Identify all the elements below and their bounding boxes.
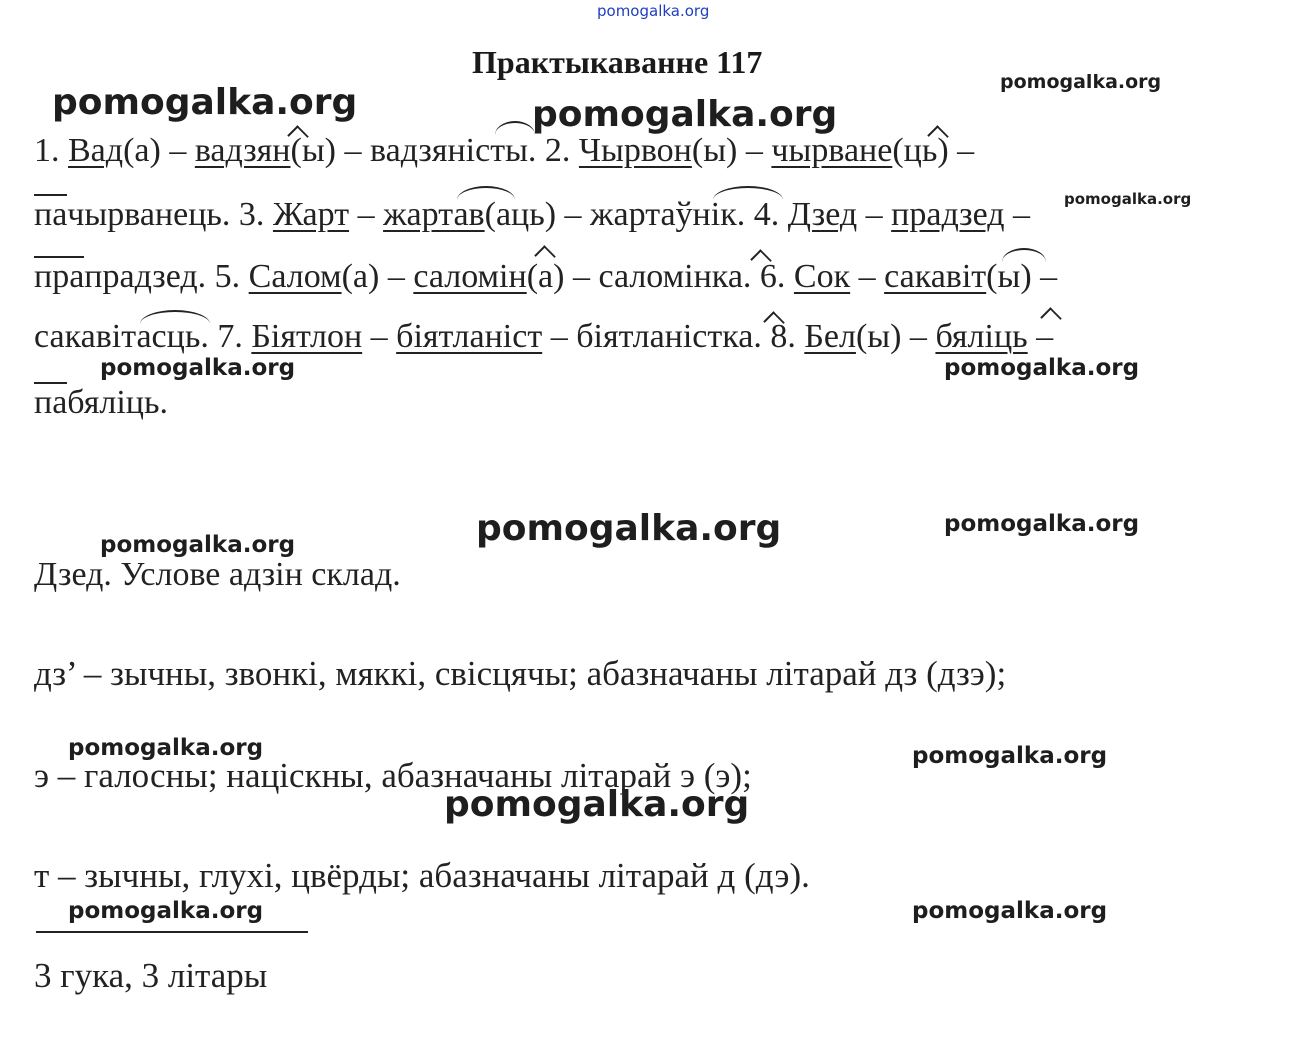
watermark: pomogalka.org: [52, 82, 358, 123]
watermark: pomogalka.org: [944, 355, 1140, 381]
text: (ы) –: [986, 258, 1058, 295]
watermark: pomogalka.org: [100, 532, 296, 558]
text: (ць) –: [892, 132, 975, 169]
text: прадзед. 5.: [84, 258, 249, 295]
watermark: pomogalka.org: [1064, 190, 1192, 208]
text: –: [850, 258, 885, 295]
top-watermark: pomogalka.org: [597, 2, 710, 20]
watermark: pomogalka.org: [1000, 71, 1162, 93]
root-word: Бел: [804, 318, 856, 355]
root-word: жартав: [383, 196, 485, 233]
text: сакавітасць. 7.: [34, 318, 252, 355]
text: (а) – саломінка. 6.: [526, 258, 794, 295]
root-word: чырване: [771, 132, 893, 169]
watermark: pomogalka.org: [476, 508, 782, 549]
ending-arc-icon: [495, 121, 535, 135]
root-word: Вад: [68, 132, 124, 169]
text: (аць) – жартаўнік. 4.: [484, 196, 788, 233]
root-word: прадзед: [891, 196, 1005, 233]
root-word: біятланіст: [396, 318, 543, 355]
text: (ы) – вадзяністы. 2.: [290, 132, 579, 169]
root-word: Чырвон: [578, 132, 692, 169]
root-word: бяліць: [935, 318, 1028, 355]
watermark: pomogalka.org: [912, 898, 1108, 924]
exercise-line-5: [34, 382, 168, 422]
text: –: [362, 318, 397, 355]
text: –: [349, 196, 384, 233]
text: бяліць.: [67, 384, 169, 421]
watermark: pomogalka.org: [532, 94, 838, 135]
root-word: Салом: [248, 258, 342, 295]
watermark: pomogalka.org: [68, 898, 264, 924]
analysis-word: Дзед. Услове адзін склад.: [34, 556, 401, 593]
suffix-arc-icon: [713, 186, 783, 200]
divider-line: [36, 931, 308, 933]
prefix-mark: па: [34, 196, 68, 233]
analysis-summary: 3 гука, 3 літары: [34, 956, 268, 995]
root-word: Біятлон: [251, 318, 363, 355]
watermark: pomogalka.org: [444, 784, 750, 825]
exercise-line-1: [34, 132, 974, 170]
watermark: pomogalka.org: [100, 355, 296, 381]
suffix-arc-icon: [1002, 248, 1046, 262]
analysis-sound-t: т – зычны, глухі, цвёрды; абазначаны літарай д (дэ).: [34, 856, 810, 895]
analysis-sound-e: э – галосны; націскны, абазначаны літарай э (э);: [34, 756, 752, 795]
suffix-arc-icon: [140, 310, 210, 324]
text: (а) –: [123, 132, 195, 169]
prefix-mark: па: [34, 384, 68, 421]
page-title: Практыкаванне 117: [472, 44, 763, 80]
text: 1.: [34, 132, 68, 169]
root-word: сакавіт: [884, 258, 987, 295]
root-word: Дзед: [787, 196, 858, 233]
watermark: pomogalka.org: [68, 735, 264, 761]
text: –: [857, 196, 892, 233]
root-word: Сок: [793, 258, 851, 295]
text: –: [1027, 318, 1054, 355]
text: (ы) –: [691, 132, 772, 169]
text: – біятланістка. 8.: [542, 318, 805, 355]
exercise-line-2: [34, 194, 1030, 234]
text: –: [1004, 196, 1031, 233]
root-word: вадзян: [194, 132, 291, 169]
text: (а) –: [341, 258, 414, 295]
prefix-mark: пра: [34, 258, 85, 295]
text: (ы) –: [855, 318, 936, 355]
root-word: Жарт: [272, 196, 350, 233]
text: чырванець. 3.: [67, 196, 273, 233]
analysis-sound-dz: дз’ – зычны, звонкі, мяккі, свісцячы; абазначаны літарай дз (дзэ);: [34, 654, 1007, 693]
watermark: pomogalka.org: [912, 743, 1108, 769]
watermark: pomogalka.org: [944, 511, 1140, 537]
suffix-arc-icon: [457, 186, 515, 200]
root-word: саломін: [413, 258, 527, 295]
